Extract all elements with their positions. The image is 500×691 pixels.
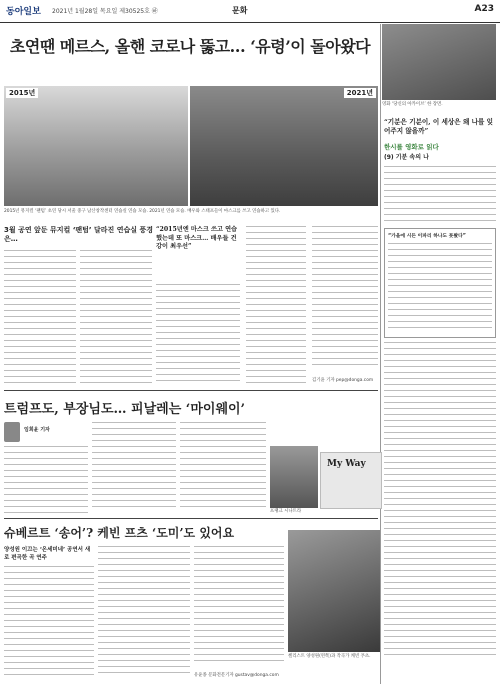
story3-byline: 유윤종 문화전문기자 gustav@donga.com (194, 673, 279, 678)
story3-body-col1 (4, 566, 94, 680)
cellist-composer-photo (288, 530, 380, 652)
story1-subhead: 3월 공연 앞둔 뮤지컬 ‘팬텀’ 달라진 연습실 풍경은… (4, 226, 153, 243)
sinatra-photo (270, 446, 318, 508)
story3-body-col2 (98, 546, 190, 678)
sidebar-body-bottom (384, 342, 496, 660)
story1-body-col5 (312, 226, 378, 370)
section-divider-2 (4, 518, 378, 519)
story1-body-col2 (80, 250, 152, 388)
photo-caption: 2015년 뮤지컬 ‘팬텀’ 초연 당시 서울 중구 남산창작센터 연습실 연습 모습. 2021년 연습 모습. 배우와 스태프들이 마스크를 쓰고 연습하고 있다. (4, 209, 281, 214)
film-still-photo (382, 24, 496, 100)
story1-body-col4 (246, 226, 306, 388)
rehearsal-photo-2015 (4, 86, 188, 206)
poem-box-title: “가을에 시든 이파리 하나도 못봤다” (388, 234, 466, 239)
story3-body-col3 (194, 546, 284, 666)
section-divider (4, 390, 378, 391)
sidebar-photo-caption: 영화 ‘당신의 아카이브’ 한 장면. (382, 102, 443, 107)
my-way-album-cover (320, 452, 382, 509)
poem-box (384, 228, 496, 338)
page-number: A23 (474, 4, 494, 14)
sidebar-body-top (384, 166, 496, 226)
story2-body-col2 (92, 422, 176, 512)
section-title: 문화 (232, 6, 248, 15)
column-kicker: 한시를 영화로 읽다 (384, 143, 439, 151)
story3-subhead: 양성원 이끄는 ‘온세미네’ 공연서 새로 편곡한 곡 연주 (4, 547, 91, 561)
poem-text (388, 243, 492, 333)
sidebar-quote: “기분은 기분이, 이 세상은 왜 나를 잊어주지 않을까” (384, 118, 494, 135)
main-headline: 초연땐 메르스, 올핸 코로나 뚫고… ‘유령’이 돌아왔다 (9, 37, 371, 56)
story2-byline: 임희윤 기자 (24, 427, 50, 433)
masthead (0, 0, 500, 23)
story2-headline: 트럼프도, 부장님도… 피날레는 ‘마이웨이’ (4, 402, 246, 417)
story1-body-col3 (156, 284, 240, 386)
album-title: My Way (327, 459, 366, 469)
pull-quote: “2015년엔 마스크 쓰고 연습했는데 또 마스크… 배우들 건강이 최우선” (156, 226, 238, 251)
sinatra-caption: 프랭크 시나트라 (270, 509, 302, 514)
story3-photo-caption: 첼리스트 양성원(왼쪽)과 작곡가 케빈 푸츠. (288, 654, 371, 659)
reporter-avatar (4, 422, 20, 442)
issue-date: 2021년 1월28일 목요일 제30525호 ㉻ (52, 8, 158, 15)
year-label-2021: 2021년 (344, 88, 376, 98)
story1-body-col1 (4, 250, 76, 388)
year-label-2015: 2015년 (6, 88, 38, 98)
column-divider (380, 24, 381, 684)
story1-byline: 김기윤 기자 pep@donga.com (312, 378, 374, 383)
story3-headline: 슈베르트 ‘송어’? 케빈 프츠 ‘도미’도 있어요 (4, 526, 235, 540)
story2-body-col1 (4, 446, 88, 518)
column-number: (9) 기분 속의 나 (384, 154, 429, 161)
newspaper-logo: 동아일보 (6, 7, 41, 17)
rehearsal-photo-2021 (190, 86, 378, 206)
story2-body-col3 (180, 422, 266, 512)
